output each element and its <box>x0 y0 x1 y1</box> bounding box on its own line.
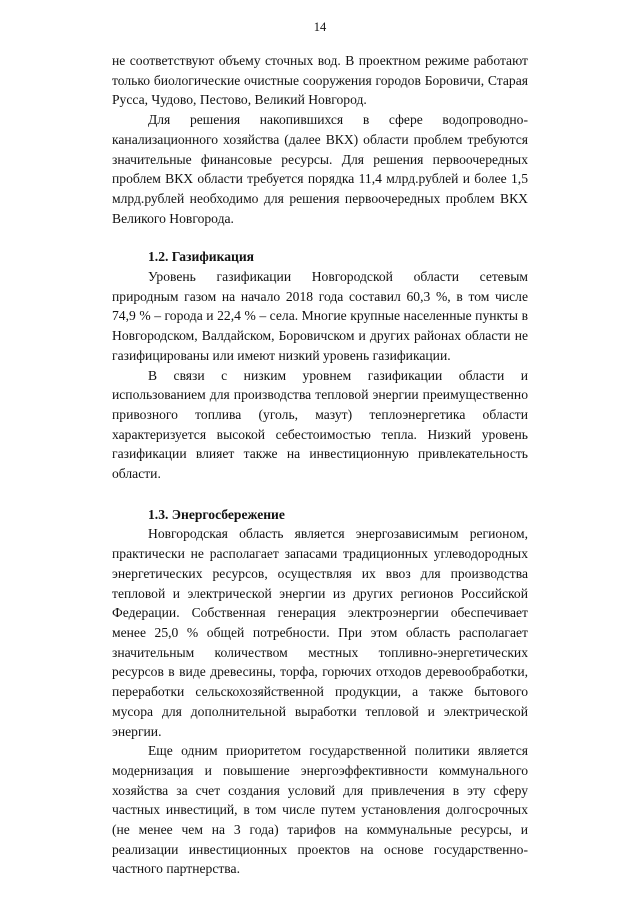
page-number: 14 <box>313 20 327 34</box>
section-heading-energy-saving: 1.3. Энергосбережение <box>148 506 285 522</box>
paragraph-sewage-continuation: не соответствуют объему сточных вод. В проектном режиме работают только биологические очистные сооружения городов Боровичи, Старая Русса, Чудово, Пестово, Великий Новгород. <box>112 53 528 108</box>
page-content <box>112 51 528 879</box>
paragraph-energy-dependence: Новгородская область является энергозависимым регионом, практически не располагает запасами традиционных углеводородных энергетических ресурсов, осуществляя их ввоз для производства тепловой и электрической энергии из других регионов Российской Федерации. Собственная генерация электроэнергии обеспечивает менее 25,0 % общей потребности. При этом область располагает значительным количеством местных топливно-энергетических ресурсов в виде древесины, торфа, горючих отходов деревообработки, переработки сельскохозяйственной продукции, а также бытового мусора для дополнительной выработки тепловой и электрической энергии. <box>112 526 528 739</box>
section-heading-gasification: 1.2. Газификация <box>148 249 255 265</box>
paragraph-gasification-level: Уровень газификации Новгородской области сетевым природным газом на начало 2018 года составил 60,3 %, в том числе 74,9 % – города и 22,4 % – села. Многие крупные населенные пункты в Новгородском, Валдайском, Боровичском и других районах области не газифицированы или имеют низкий уровень газификации. <box>112 269 528 363</box>
paragraph-modernization-priority: Еще одним приоритетом государственной политики является модернизация и повышение энергоэффективности коммунального хозяйства за счет создания условий для привлечения в эту сферу частных инвестиций, в том числе путем установления долгосрочных (не менее чем на 3 года) тарифов на коммунальные ресурсы, и реализации инвестиционных проектов на основе государственно-частного партнерства. <box>112 743 528 877</box>
paragraph-heat-energy: В связи с низким уровнем газификации области и использованием для производства тепловой энергии преимущественно привозного топлива (уголь, мазут) теплоэнергетика области характеризуется высокой себестоимостью тепла. Низкий уровень газификации влияет также на инвестиционную привлекательность области. <box>112 367 528 482</box>
paragraph-vkh-funding: Для решения накопившихся в сфере водопроводно-канализационного хозяйства (далее ВКХ) области проблем требуются значительные финансовые ресурсы. Для решения первоочередных проблем ВКХ области требуется порядка 11,4 млрд.рублей и более 1,5 млрд.рублей необходимо для решения первоочередных проблем ВКХ Великого Новгорода. <box>112 112 528 226</box>
